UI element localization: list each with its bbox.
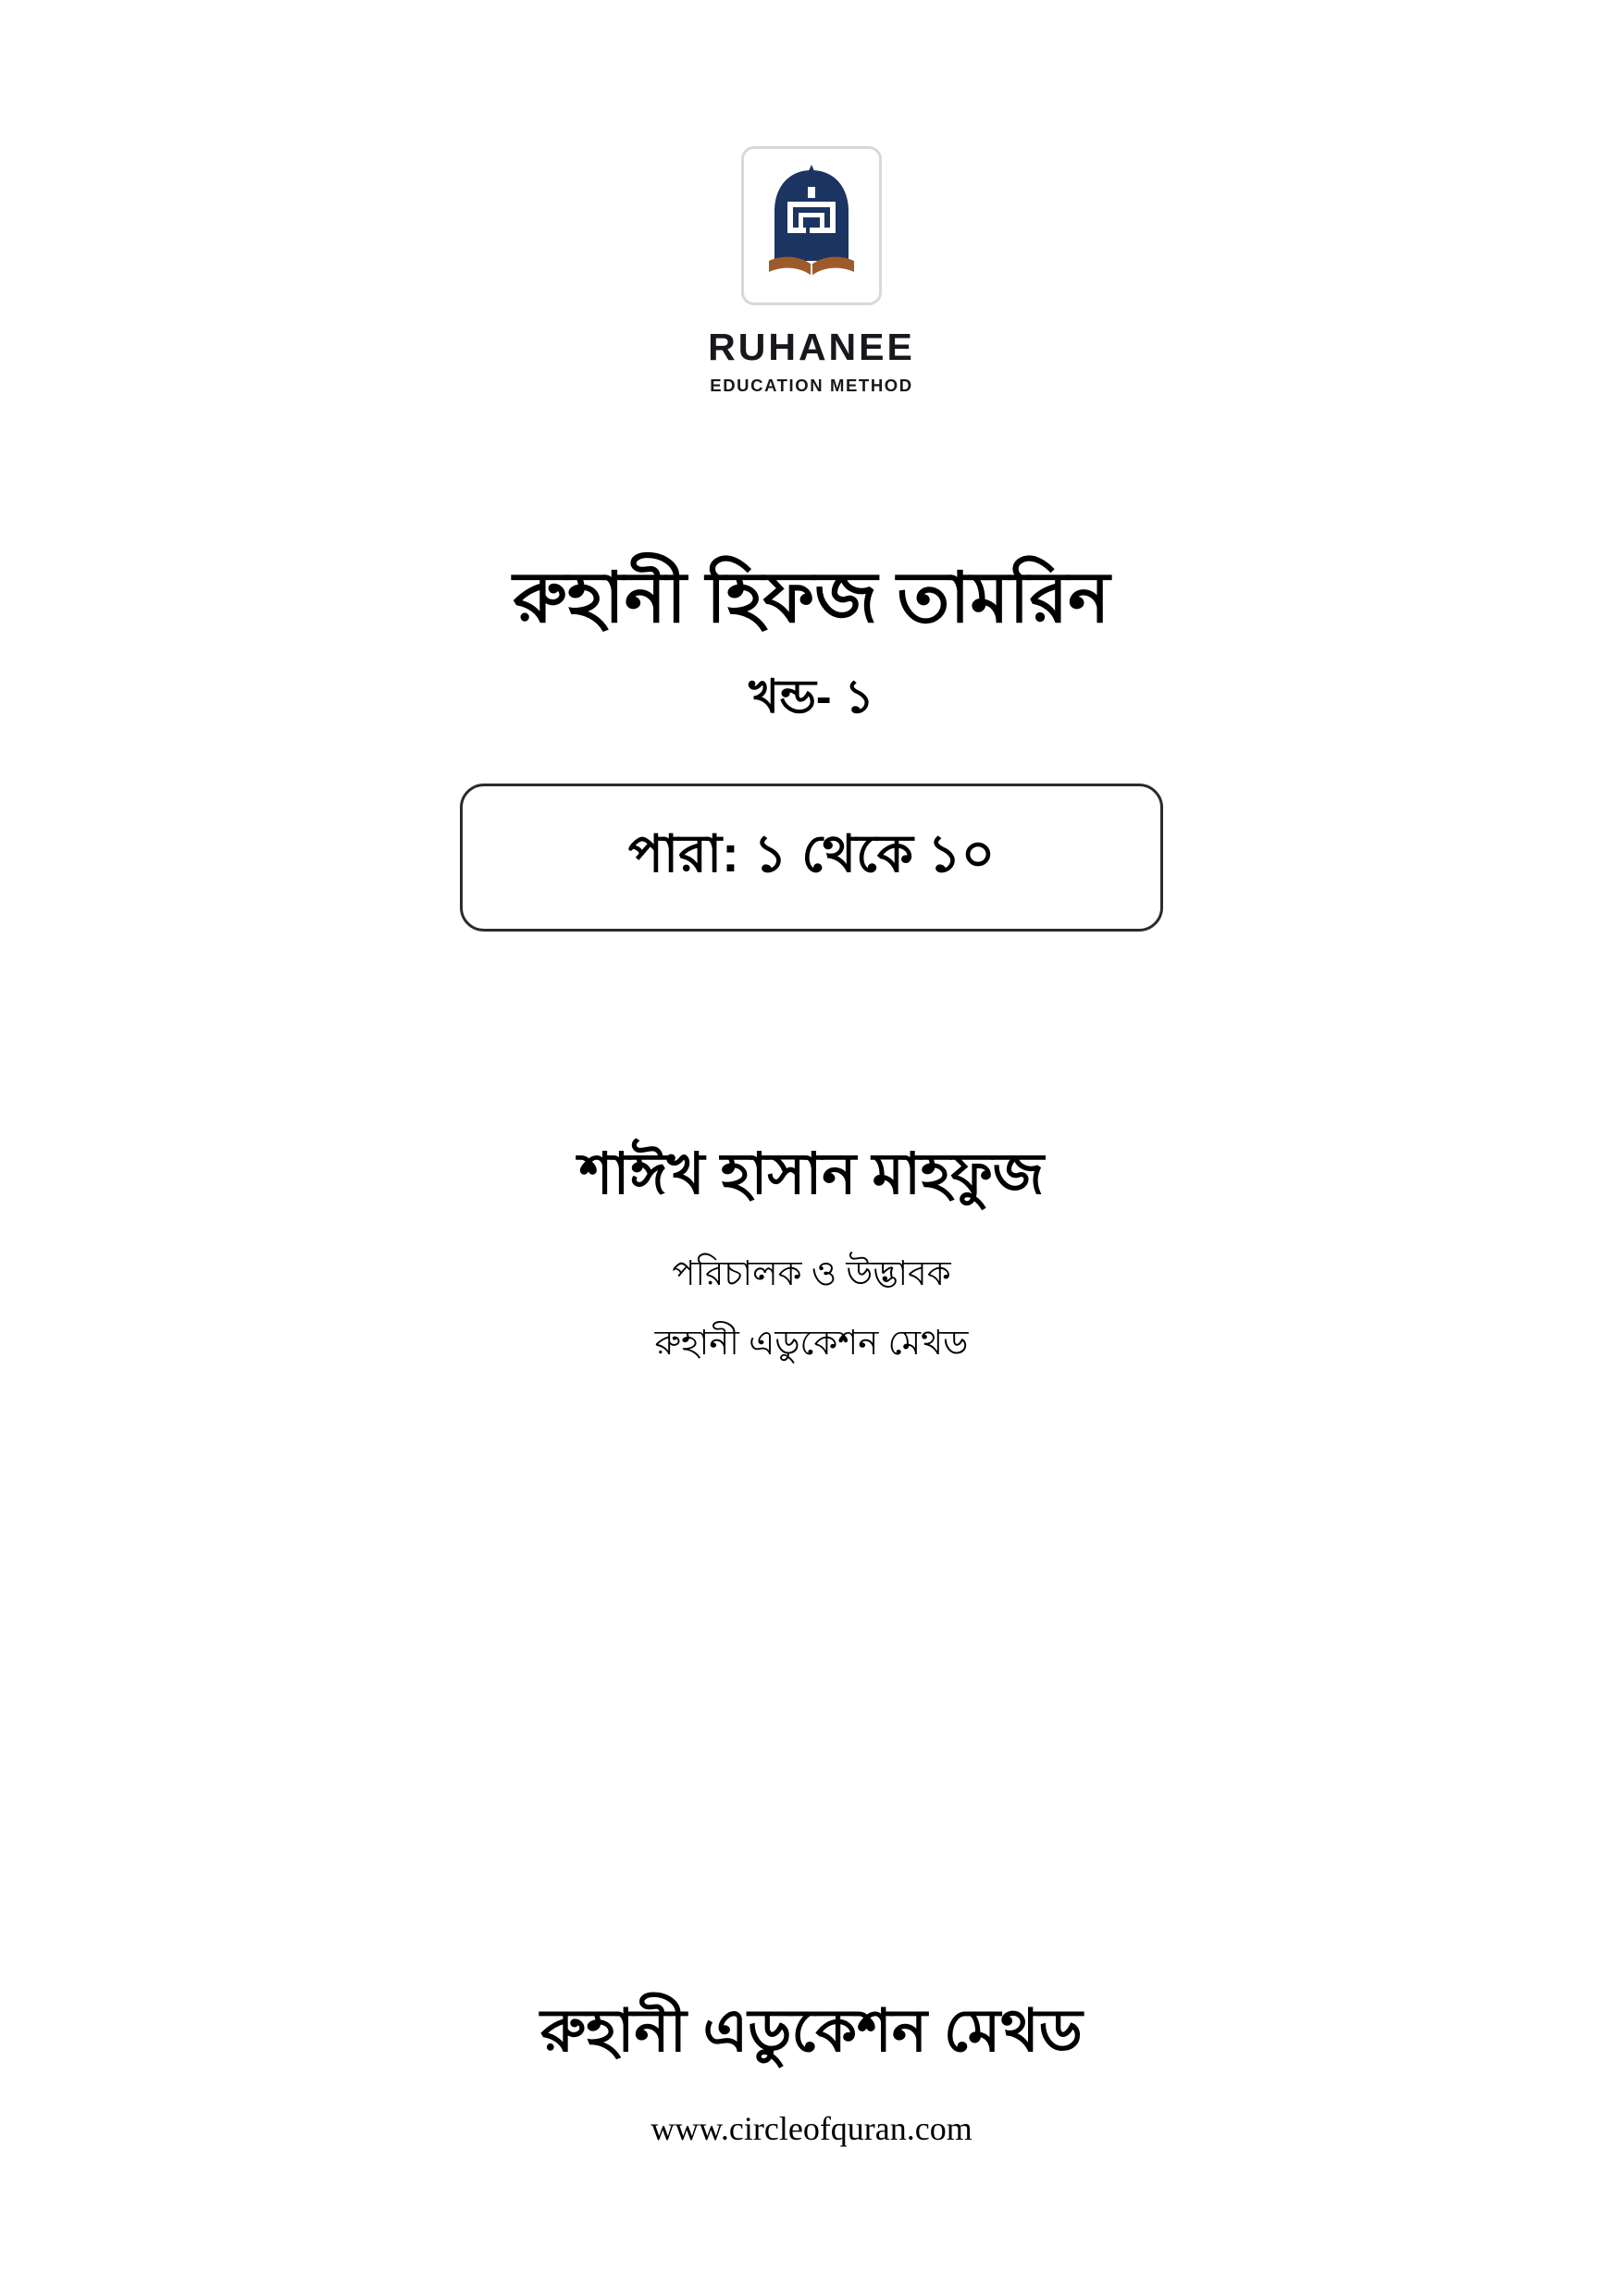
book-title: রুহানী হিফজ তামরিন <box>513 559 1110 637</box>
logo-subwordmark: EDUCATION METHOD <box>710 376 913 395</box>
para-range-label: পারা: ১ থেকে ১০ <box>627 824 996 883</box>
logo-wordmark: RUHANEE <box>708 326 915 368</box>
footer-block <box>0 1986 1623 2148</box>
para-range-box <box>460 784 1163 932</box>
book-volume: খন্ড- ১ <box>749 671 874 723</box>
publisher-website[interactable]: www.circleofquran.com <box>650 2110 973 2147</box>
author-organization: রুহানী এডুকেশন মেথড <box>654 1324 969 1363</box>
author-name: শাঈখ হাসান মাহফুজ <box>578 1142 1045 1207</box>
islamic-arch-book-logo-icon <box>760 165 863 287</box>
author-role: পরিচালক ও উদ্ভাবক <box>672 1254 951 1293</box>
ruhanee-logo-mark <box>741 146 882 305</box>
publisher-name: রুহানী এডুকেশন মেথড <box>540 1997 1083 2064</box>
logo-block <box>708 146 915 396</box>
